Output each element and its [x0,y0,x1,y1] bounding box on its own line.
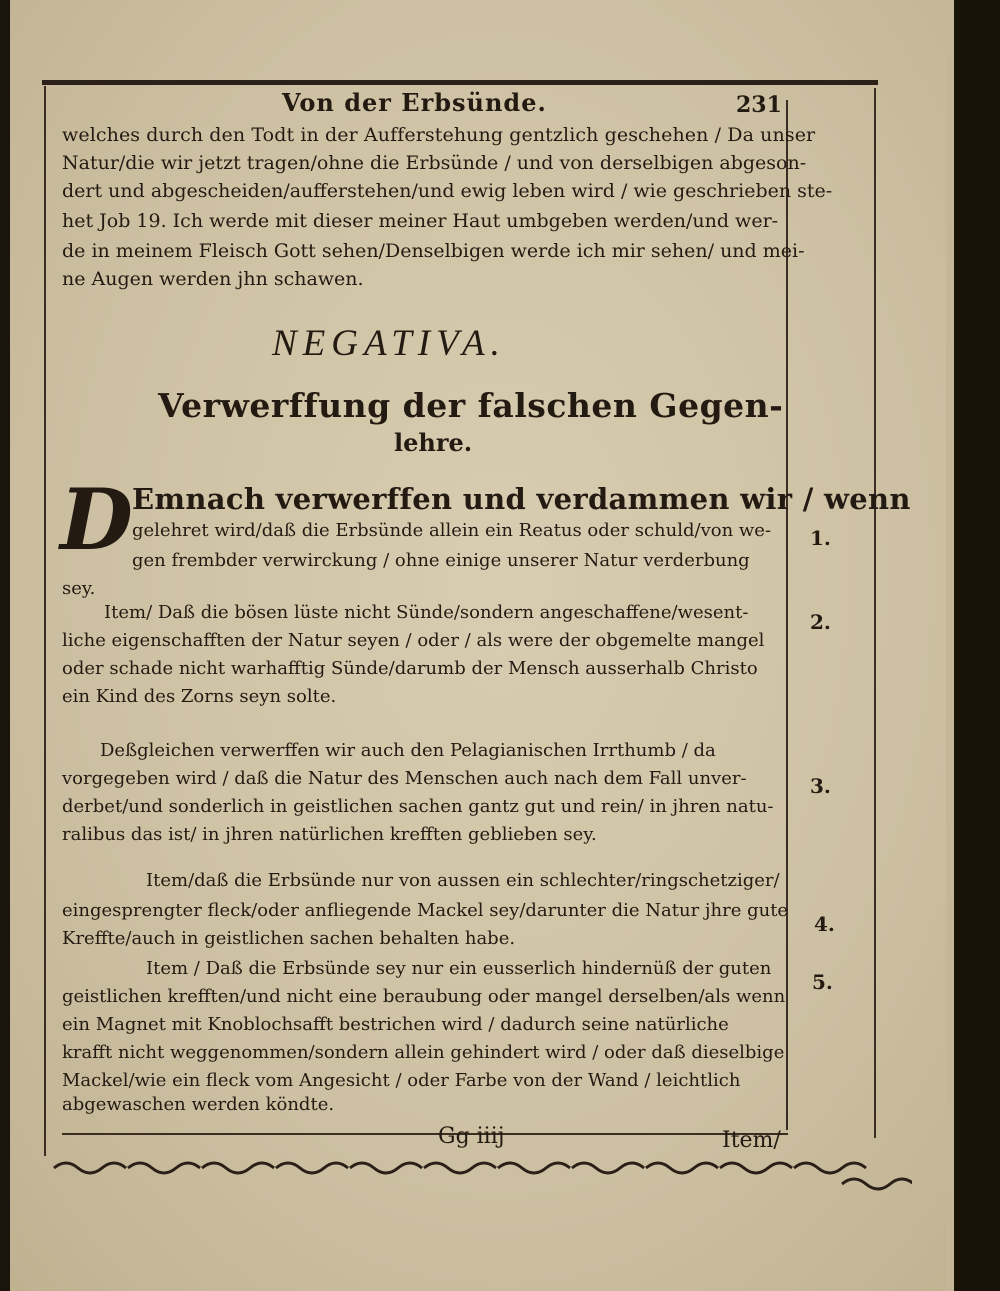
paragraph-line: ein Kind des Zorns seyn solte. [62,686,337,707]
margin-number: 2. [810,610,831,634]
paragraph-line: Mackel/wie ein fleck vom Angesicht / oder Farbe von der Wand / leichtlich [62,1070,741,1091]
paragraph-line: abgewaschen werden köndte. [62,1094,335,1115]
paragraph-line: ralibus das ist/ in jhren natürlichen krefften geblieben sey. [62,824,597,845]
paragraph-line: gen frembder verwirckung / ohne einige unserer Natur verderbung [132,550,750,571]
paragraph-line: krafft nicht weggenommen/sondern allein gehindert wird / oder daß dieselbige [62,1042,785,1063]
margin-number: 1. [810,526,831,550]
paragraph-line: ein Magnet mit Knoblochsafft bestrichen wird / dadurch seine natürliche [62,1014,729,1035]
top-rule [42,80,878,85]
section-subtitle-continued: lehre. [394,428,473,457]
paragraph-line: geistlichen krefften/und nicht eine beraubung oder mangel derselben/als wenn [62,986,786,1007]
paragraph-line: derbet/und sonderlich in geistlichen sachen gantz gut und rein/ in jhren natu- [62,796,774,817]
paragraph-line: Item / Daß die Erbsünde sey nur ein eusserlich hindernüß der guten [146,958,772,979]
paragraph-line: Item/daß die Erbsünde nur von aussen ein schlechter/ringschetziger/ [146,870,780,891]
paragraph-line: sey. [62,578,96,599]
margin-number: 4. [814,912,835,936]
margin-number: 3. [810,774,831,798]
scan-border-right [946,0,1000,1291]
margin-number: 5. [812,970,833,994]
paragraph-line: Kreffte/auch in geistlichen sachen behalten habe. [62,928,516,949]
paragraph-line: eingesprengter fleck/oder anfliegende Mackel sey/darunter die Natur jhre gute [62,900,789,921]
intro-line: ne Augen werden jhn schawen. [62,268,364,290]
page-number: 231 [736,92,782,118]
paragraph-line: oder schade nicht warhafftig Sünde/darumb der Mensch ausserhalb Christo [62,658,758,679]
paragraph-line: Item/ Daß die bösen lüste nicht Sünde/sondern angeschaffene/wesent- [104,602,749,623]
scan-border-left [0,0,10,1291]
decorated-initial: D [60,470,133,569]
margin-rule [874,88,876,1138]
running-head: Von der Erbsünde. [282,88,547,117]
section-subtitle: Verwerffung der falschen Gegen- [158,386,784,425]
intro-line: het Job 19. Ich werde mit dieser meiner Haut umbgeben werden/und wer- [62,210,779,232]
paragraph-line: Deßgleichen verwerffen wir auch den Pelagianischen Irrthumb / da [100,740,716,761]
paragraph-line: liche eigenschafften der Natur seyen / oder / als were der obgemelte mangel [62,630,765,651]
left-rule [44,86,46,1156]
section-title: NEGATIVA. [272,323,506,364]
ornamental-border [52,1154,912,1194]
bottom-rule [62,1133,788,1135]
intro-line: Natur/die wir jetzt tragen/ohne die Erbsünde / und von derselbigen abgeson- [62,152,807,174]
paragraph-line: vorgegeben wird / daß die Natur des Menschen auch nach dem Fall unver- [62,768,747,789]
intro-line: dert und abgescheiden/aufferstehen/und ewig leben wird / wie geschrieben ste- [62,180,833,202]
intro-line: de in meinem Fleisch Gott sehen/Denselbigen werde ich mir sehen/ und mei- [62,240,805,262]
lead-line: Emnach verwerffen und verdammen wir / wenn [132,482,911,516]
paragraph-line: gelehret wird/daß die Erbsünde allein ein Reatus oder schuld/von we- [132,520,772,541]
intro-line: welches durch den Todt in der Aufferstehung gentzlich geschehen / Da unser [62,124,816,146]
signature-mark: Gg iiij [438,1124,505,1149]
catchword: Item/ [722,1128,781,1153]
